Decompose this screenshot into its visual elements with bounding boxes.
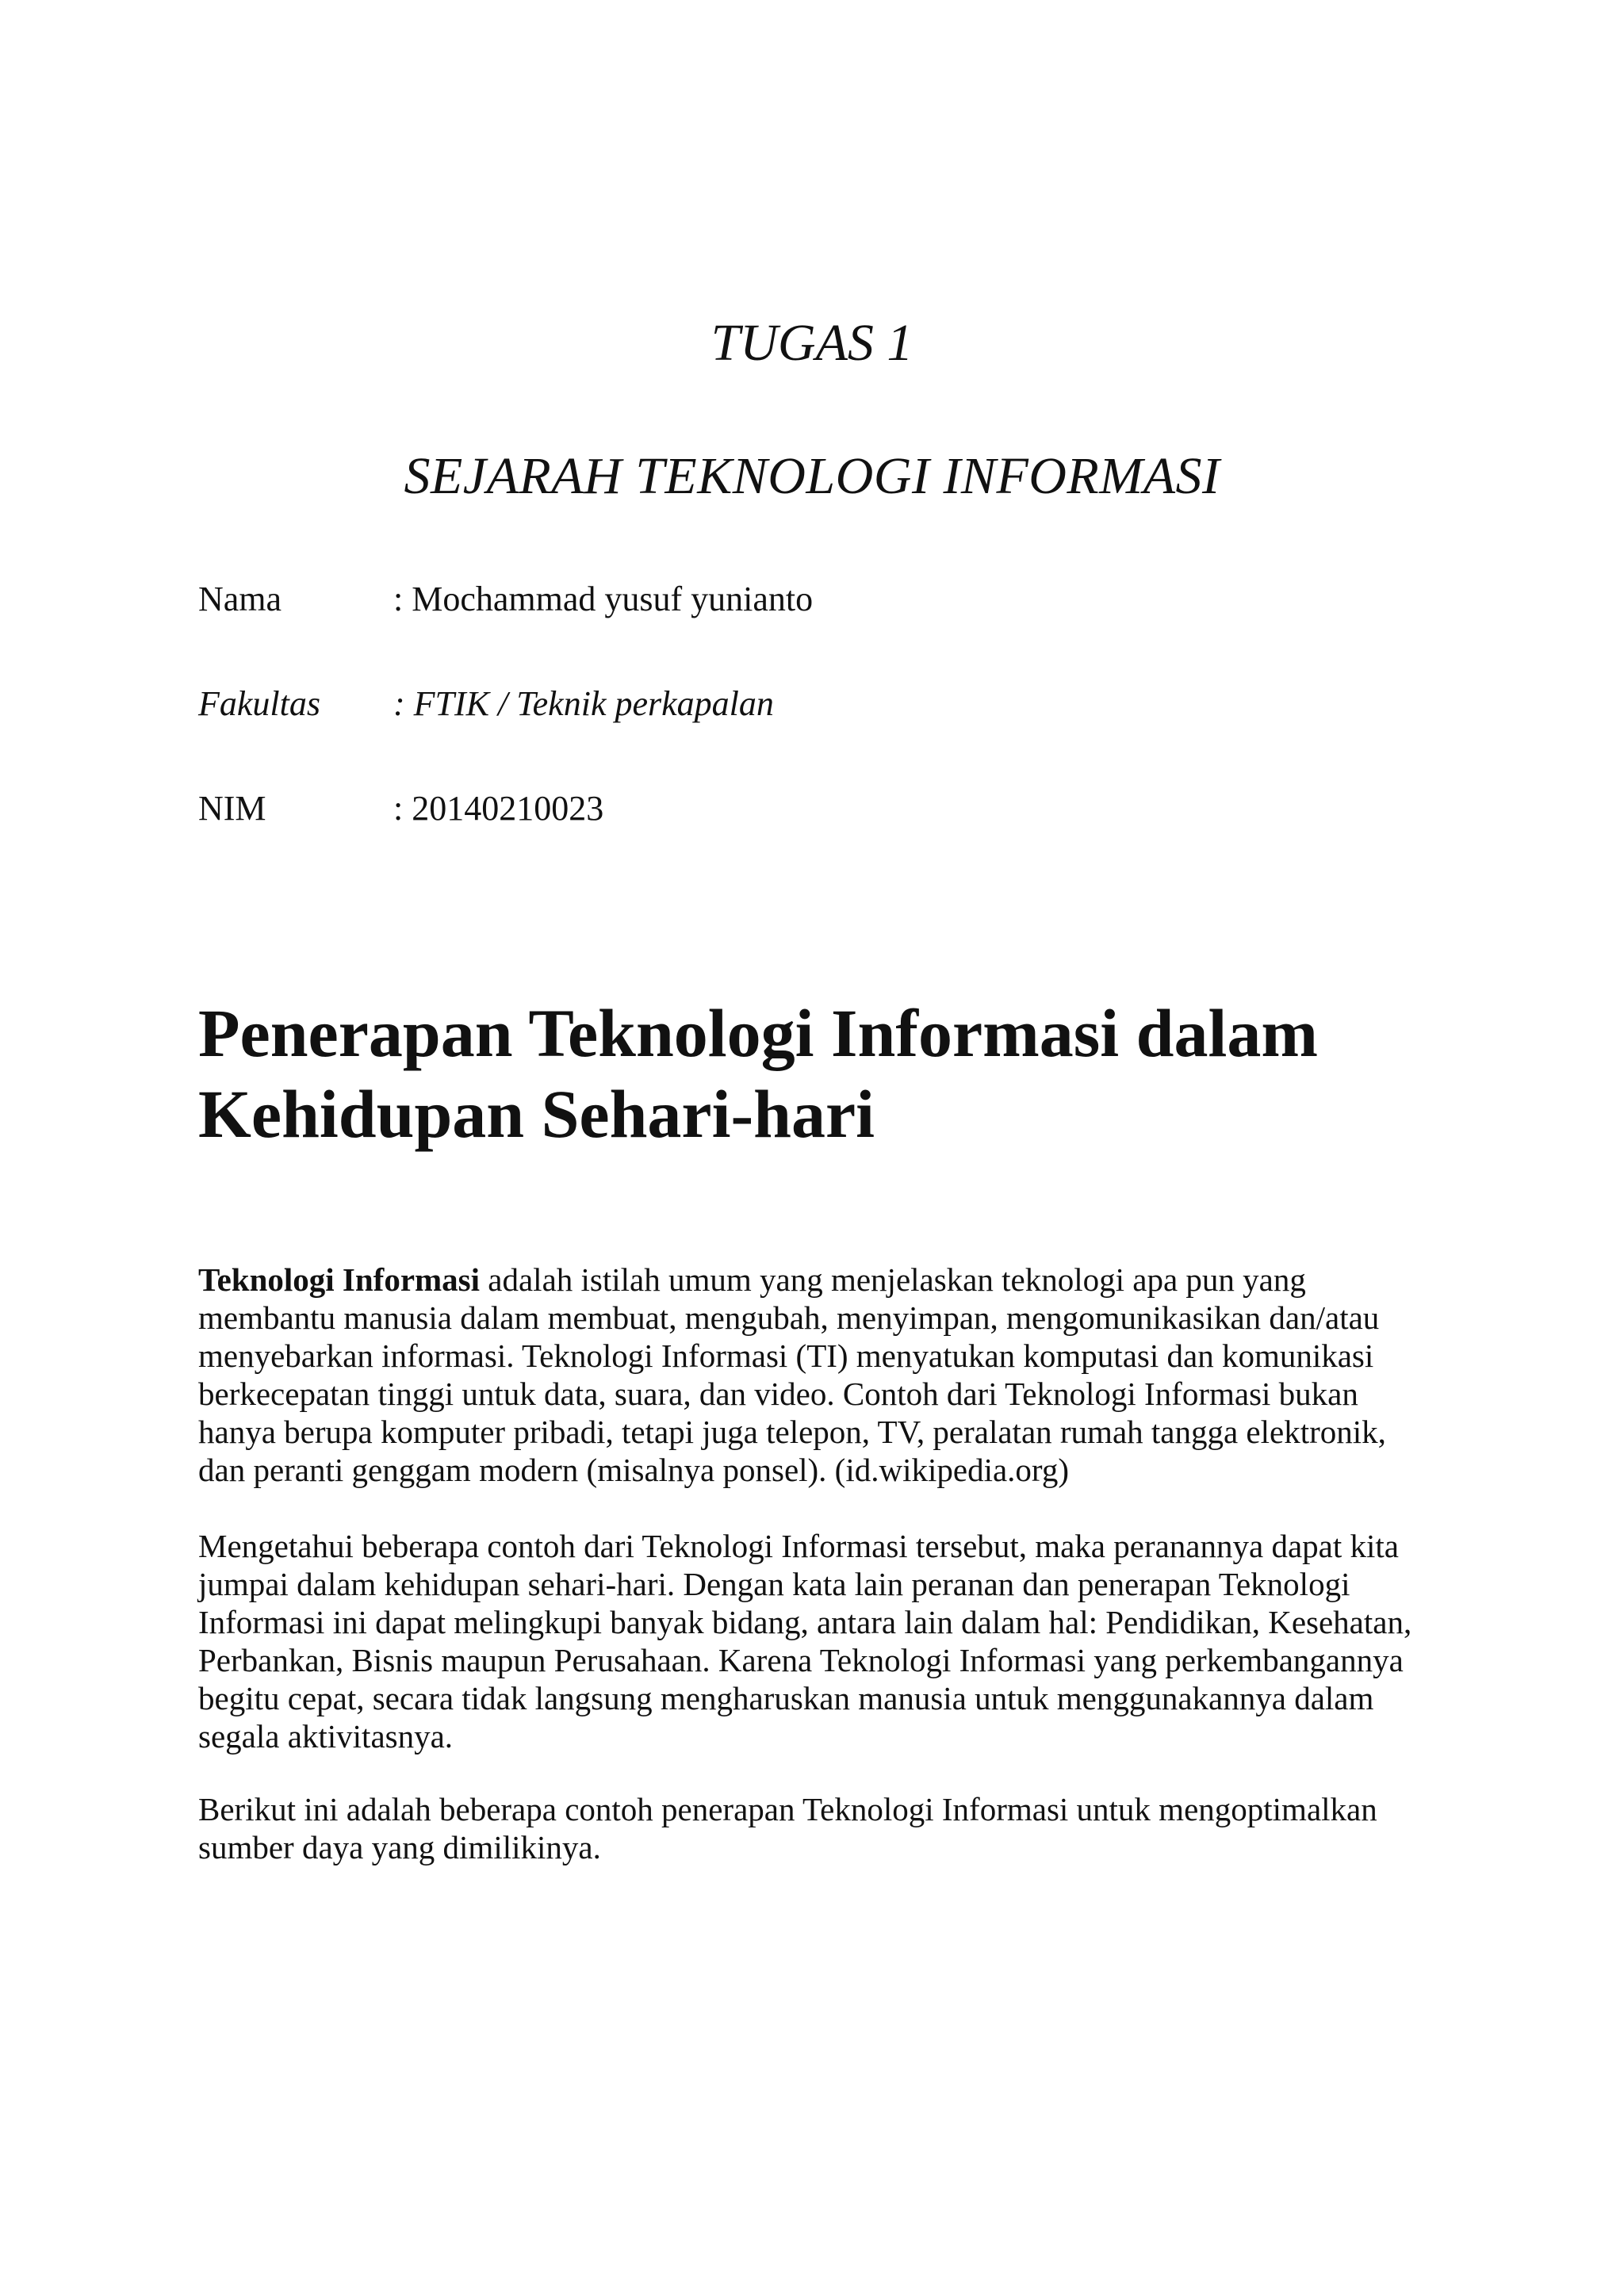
paragraph-2-line: Perbankan, Bisnis maupun Perusahaan. Karena Teknologi Informasi yang perkembangannya: [198, 1642, 1404, 1678]
article-heading-line-1: Penerapan Teknologi Informasi dalam: [198, 995, 1319, 1071]
paragraph-definition: [198, 1261, 1451, 1489]
paragraph-2-line: Informasi ini dapat melingkupi banyak bidang, antara lain dalam hal: Pendidikan, Kesehatan,: [198, 1604, 1412, 1640]
paragraph-1-line: adalah istilah umum yang menjelaskan teknologi apa pun yang: [480, 1261, 1306, 1298]
info-value-nama: : Mochammad yusuf yunianto: [393, 580, 814, 618]
info-label-nama: Nama: [198, 580, 282, 618]
paragraph-3-line: sumber daya yang dimilikinya.: [198, 1829, 601, 1866]
paragraph-2-line: begitu cepat, secara tidak langsung mengharuskan manusia untuk menggunakannya dalam: [198, 1680, 1374, 1716]
article-heading: [198, 993, 1483, 1154]
paragraph-1-line: berkecepatan tinggi untuk data, suara, dan video. Contoh dari Teknologi Informasi bukan: [198, 1376, 1358, 1412]
paragraph-2-line: jumpai dalam kehidupan sehari-hari. Dengan kata lain peranan dan penerapan Teknologi: [198, 1566, 1350, 1602]
article-heading-line-2: Kehidupan Sehari-hari: [198, 1076, 875, 1152]
info-label-fakultas: Fakultas: [198, 684, 320, 723]
paragraph-1-line: membantu manusia dalam membuat, mengubah, menyimpan, mengomunikasikan dan/atau: [198, 1299, 1380, 1336]
paragraph-examples-intro: [198, 1790, 1451, 1866]
assignment-subject: SEJARAH TEKNOLOGI INFORMASI: [404, 447, 1220, 505]
info-value-nim: : 20140210023: [393, 789, 604, 828]
info-row-nim: [198, 785, 603, 832]
paragraph-2-line: segala aktivitasnya.: [198, 1718, 454, 1755]
paragraph-1-line: hanya berupa komputer pribadi, tetapi juga telepon, TV, peralatan rumah tangga elektronik,: [198, 1414, 1386, 1450]
info-label-nim: NIM: [198, 789, 266, 828]
info-row-nama: [198, 576, 813, 623]
assignment-title: TUGAS 1: [710, 314, 914, 372]
paragraph-3-line: Berikut ini adalah beberapa contoh penerapan Teknologi Informasi untuk mengoptimalkan: [198, 1791, 1377, 1827]
paragraph-1-line: dan peranti genggam modern (misalnya ponsel). (id.wikipedia.org): [198, 1452, 1069, 1488]
paragraph-1-lead: Teknologi Informasi: [198, 1261, 481, 1298]
paragraph-1-line: menyebarkan informasi. Teknologi Informasi (TI) menyatukan komputasi dan komunikasi: [198, 1337, 1374, 1374]
paragraph-2-line: Mengetahui beberapa contoh dari Teknologi Informasi tersebut, maka peranannya dapat kita: [198, 1528, 1399, 1564]
info-value-fakultas: : FTIK / Teknik perkapalan: [393, 684, 774, 723]
paragraph-role: [198, 1527, 1451, 1755]
info-row-fakultas: [198, 680, 774, 728]
